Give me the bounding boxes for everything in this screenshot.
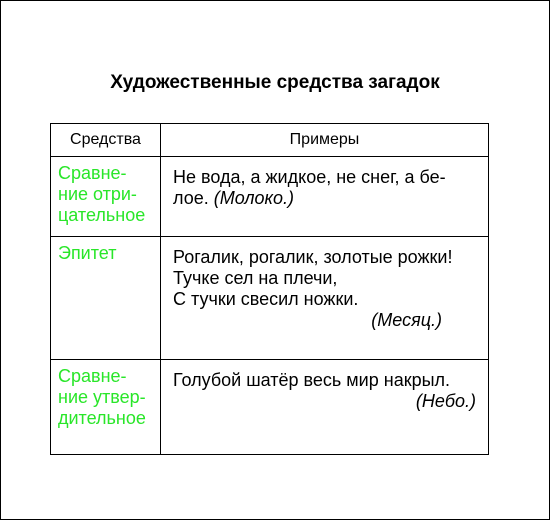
table-row [51, 237, 489, 360]
table-row [51, 360, 489, 455]
column-header-means: Средства [51, 124, 161, 157]
example-text: Голубой шатёр весь мир накрыл. [173, 370, 451, 390]
example-text: Рогалик, рогалик, золотые рожки! Тучке сел на плечи, С тучки свесил ножки. [173, 247, 453, 309]
answer-text: (Месяц.) [371, 310, 442, 330]
answer-text: (Небо.) [415, 391, 476, 411]
column-header-examples: Примеры [161, 124, 489, 157]
means-cell: Сравне- ние отри- цательное [51, 157, 161, 237]
example-cell [161, 237, 489, 360]
answer-text: (Молоко.) [213, 188, 295, 208]
example-text: Не вода, а жидкое, не снег, а бе- лое. [173, 167, 446, 208]
page-title: Художественные средства загадок [110, 72, 440, 93]
means-cell: Эпитет [51, 237, 161, 360]
example-cell [161, 157, 489, 237]
table-row [51, 157, 489, 237]
means-cell: Сравне- ние утвер- дительное [51, 360, 161, 455]
example-cell [161, 360, 489, 455]
means-table [50, 123, 489, 455]
table-header-row [51, 124, 489, 157]
